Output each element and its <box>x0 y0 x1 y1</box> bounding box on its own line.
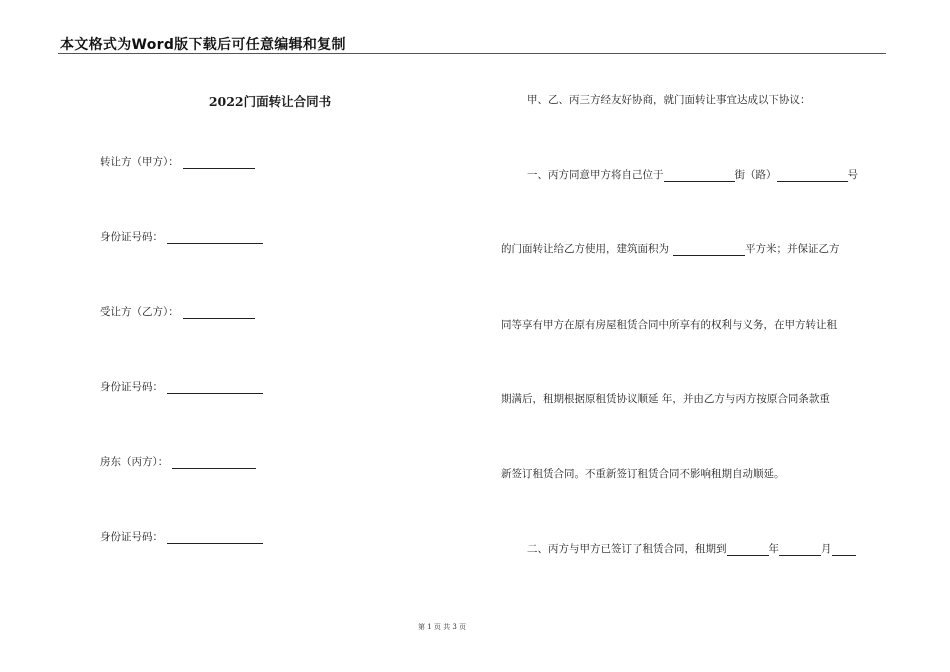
landlord-id-blank <box>167 532 263 544</box>
clause-two-line-1 <box>527 542 856 556</box>
header-divider <box>58 53 886 54</box>
clause-one-text-h: 新签订租赁合同。不重新签订租赁合同不影响租期自动顺延。 <box>501 468 785 480</box>
landlord-field <box>100 455 256 469</box>
transferor-field <box>100 155 255 169</box>
day-blank <box>832 544 856 556</box>
intro-paragraph <box>527 93 811 107</box>
transferor-id-field <box>100 230 263 244</box>
clause-two-text-a: 二、丙方与甲方已签订了租赁合同，租期到 <box>527 543 727 555</box>
clause-one-line-4 <box>501 392 830 406</box>
clause-two-text-b: 年 <box>768 543 779 555</box>
clause-one-text-b: 街（路） <box>734 169 777 181</box>
transferor-id-blank <box>167 232 263 244</box>
transferor-blank <box>183 157 255 169</box>
month-blank <box>779 544 821 556</box>
year-blank <box>727 544 769 556</box>
transferee-label: 受让方（乙方）： <box>100 306 179 318</box>
transferee-blank <box>183 307 255 319</box>
transferee-id-field <box>100 380 263 394</box>
transferee-id-blank <box>167 382 263 394</box>
area-blank <box>673 244 745 256</box>
clause-one-line-5 <box>501 467 785 481</box>
clause-one-line-3 <box>501 318 837 332</box>
page-number: 第 1 页 共 3 页 <box>417 623 467 631</box>
intro-text: 甲、乙、丙三方经友好协商，就门面转让事宜达成以下协议： <box>527 94 811 106</box>
transferor-label: 转让方（甲方）： <box>100 156 179 168</box>
transferee-id-label: 身份证号码： <box>100 381 163 393</box>
landlord-blank <box>172 457 256 469</box>
number-blank <box>777 170 848 182</box>
transferee-field <box>100 305 255 319</box>
clause-one-text-g: 期满后，租期根据原租赁协议顺延 年，并由乙方与丙方按原合同条款重 <box>501 393 830 405</box>
clause-one-text-a: 一、丙方同意甲方将自己位于 <box>527 169 664 181</box>
clause-one-text-c: 号 <box>847 169 858 181</box>
clause-one-text-d: 的门面转让给乙方使用，建筑面积为 <box>501 243 669 255</box>
street-blank <box>664 170 735 182</box>
landlord-id-field <box>100 530 263 544</box>
page-header-text: 本文格式为Word版下载后可任意编辑和复制 <box>60 37 346 53</box>
transferor-id-label: 身份证号码： <box>100 231 163 243</box>
clause-two-text-c: 月 <box>821 543 832 555</box>
landlord-id-label: 身份证号码： <box>100 531 163 543</box>
clause-one-text-e: 平方米；并保证乙方 <box>745 243 840 255</box>
document-title: 2022门面转让合同书 <box>208 94 332 109</box>
clause-one-line-2 <box>501 242 840 256</box>
landlord-label: 房东（丙方）： <box>100 456 169 468</box>
clause-one-text-f: 同等享有甲方在原有房屋租赁合同中所享有的权利与义务，在甲方转让租 <box>501 319 837 331</box>
clause-one-line-1 <box>527 168 858 182</box>
